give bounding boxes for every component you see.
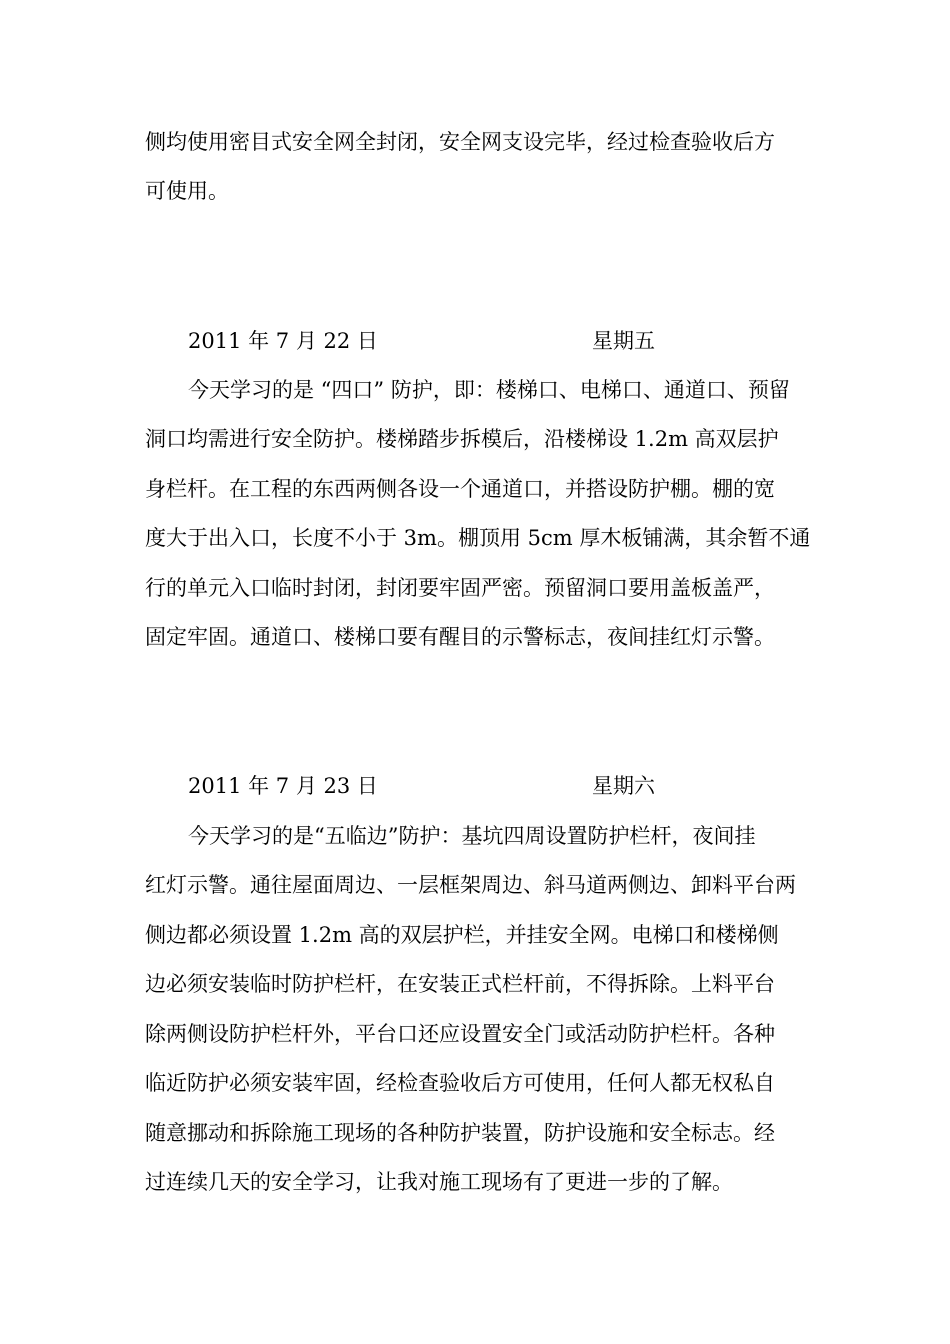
paragraph-line: 红灯示警。通往屋面周边、一层框架周边、斜马道两侧边、卸料平台两	[145, 873, 796, 897]
entry-weekday: 星期五	[592, 329, 655, 353]
paragraph-line: 过连续几天的安全学习，让我对施工现场有了更进一步的了解。	[145, 1170, 733, 1194]
entry-weekday: 星期六	[592, 774, 655, 798]
paragraph-line: 今天学习的是 “四口” 防护，即：楼梯口、电梯口、通道口、预留	[188, 378, 790, 402]
paragraph-line: 可使用。	[145, 179, 229, 203]
paragraph-line: 度大于出入口，长度不小于 3m。棚顶用 5cm 厚木板铺满，其余暂不通	[145, 526, 811, 550]
paragraph-line: 临近防护必须安装牢固，经检查验收后方可使用，任何人都无权私自	[145, 1071, 775, 1095]
paragraph-line: 侧边都必须设置 1.2m 高的双层护栏，并挂安全网。电梯口和楼梯侧	[145, 923, 779, 947]
paragraph-line: 固定牢固。通道口、楼梯口要有醒目的示警标志，夜间挂红灯示警。	[145, 625, 775, 649]
paragraph-line: 边必须安装临时防护栏杆，在安装正式栏杆前，不得拆除。上料平台	[145, 972, 775, 996]
paragraph-line: 除两侧设防护栏杆外，平台口还应设置安全门或活动防护栏杆。各种	[145, 1022, 775, 1046]
paragraph-line: 身栏杆。在工程的东西两侧各设一个通道口，并搭设防护棚。棚的宽	[145, 477, 775, 501]
entry-date: 2011 年 7 月 22 日	[188, 329, 378, 353]
paragraph-line: 洞口均需进行安全防护。楼梯踏步拆模后，沿楼梯设 1.2m 高双层护	[145, 427, 779, 451]
paragraph-line: 侧均使用密目式安全网全封闭，安全网支设完毕，经过检查验收后方	[145, 130, 775, 154]
entry-date: 2011 年 7 月 23 日	[188, 774, 378, 798]
paragraph-line: 今天学习的是“五临边”防护：基坑四周设置防护栏杆，夜间挂	[188, 824, 756, 848]
paragraph-line: 行的单元入口临时封闭，封闭要牢固严密。预留洞口要用盖板盖严，	[145, 576, 775, 600]
paragraph-line: 随意挪动和拆除施工现场的各种防护装置，防护设施和安全标志。经	[145, 1121, 775, 1145]
